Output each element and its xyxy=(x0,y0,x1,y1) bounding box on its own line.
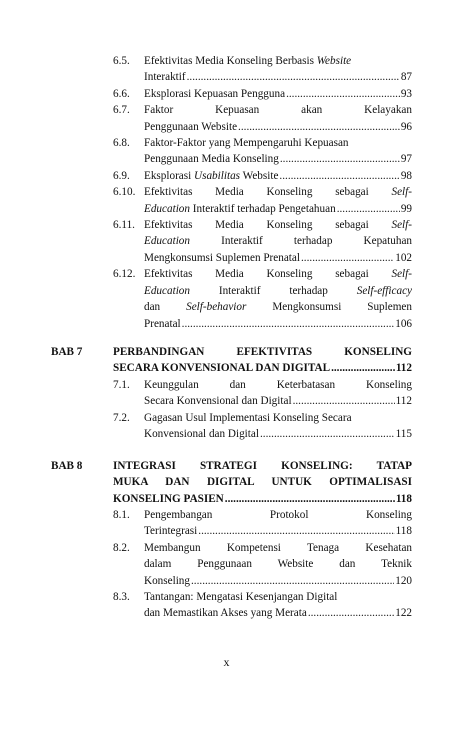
page-ref: 99 xyxy=(400,202,412,215)
page-ref: 115 xyxy=(395,428,412,441)
toc-entry-6-8: 6.8. Faktor-Faktor yang Mempengaruhi Kepuasan Penggunaan Media Konseling ..... 97 xyxy=(113,135,412,168)
toc-entry-6-10: 6.10. Efektivitas Media Konseling sebagai Self- Education Interaktif terhadap Pengetahuan ..... 99 xyxy=(113,184,412,217)
toc-entry-8-3: 8.3. Tantangan: Mengatasi Kesenjangan Digital dan Memastikan Akses yang Merata ..... 122 xyxy=(113,589,412,622)
page-ref: 122 xyxy=(395,607,412,620)
toc-chapter-8-list xyxy=(113,507,412,622)
toc-chapter-8 xyxy=(51,458,412,507)
toc-entry-8-2: 8.2. Membangun Kompetensi Tenaga Kesehatan dalam Penggunaan Website dan Teknik Konseling ..... 120 xyxy=(113,540,412,589)
toc-entry-6-9: 6.9. Eksplorasi Usabilitas Website ..... 98 xyxy=(113,168,412,184)
page-ref: 96 xyxy=(400,120,412,133)
toc-chapter-7 xyxy=(51,344,412,377)
toc-entry-6-12: 6.12. Efektivitas Media Konseling sebagai Self- Education Interaktif terhadap Self-efficacy dan Self-behavior Mengkonsumsi Suplemen Prenatal ..... 106 xyxy=(113,266,412,332)
chapter-label: BAB 8 xyxy=(51,460,83,472)
page-ref: 93 xyxy=(400,87,412,100)
toc-entry-6-5: 6.5. Efektivitas Media Konseling Berbasis Website Interaktif ..... 87 xyxy=(113,53,412,86)
toc-entry-8-1: 8.1. Pengembangan Protokol Konseling Terintegrasi ..... 118 xyxy=(113,507,412,540)
page-ref: 87 xyxy=(400,71,412,84)
toc-chapter-7-list xyxy=(113,377,412,443)
page-ref: 102 xyxy=(395,251,412,264)
toc-entry-7-2: 7.2. Gagasan Usul Implementasi Konseling Secara Konvensional dan Digital ..... 115 xyxy=(113,410,412,443)
page-ref: 106 xyxy=(395,317,412,330)
page-ref: 112 xyxy=(395,395,412,408)
toc-entry-6-7: 6.7. Faktor Kepuasan akan Kelayakan Penggunaan Website ..... 96 xyxy=(113,102,412,135)
toc-entry-6-6: 6.6. Eksplorasi Kepuasan Pengguna ..... 93 xyxy=(113,86,412,102)
page-ref: 112 xyxy=(395,362,412,375)
toc-entry-6-11: 6.11. Efektivitas Media Konseling sebagai Self- Education Interaktif terhadap Kepatuhan Mengkonsumsi Suplemen Prenatal ..... 102 xyxy=(113,217,412,266)
page-number: x xyxy=(223,655,230,669)
page-ref: 98 xyxy=(400,169,412,182)
chapter-title: PERBANDINGAN EFEKTIVITAS KONSELING SECARA KONVENSIONAL DAN DIGITAL ..... 112 xyxy=(113,344,412,377)
chapter-label: BAB 7 xyxy=(51,346,83,358)
page-ref: 120 xyxy=(395,574,412,587)
page-ref: 97 xyxy=(400,153,412,166)
page-ref: 118 xyxy=(395,492,412,505)
toc-entry-7-1: 7.1. Keunggulan dan Keterbatasan Konseling Secara Konvensional dan Digital ..... 112 xyxy=(113,377,412,410)
chapter-title: INTEGRASI STRATEGI KONSELING: TATAP MUKA DAN DIGITAL UNTUK OPTIMALISASI KONSELING PASIEN ..... 118 xyxy=(113,458,412,507)
page-ref: 118 xyxy=(395,525,412,538)
toc-section-6-list xyxy=(113,53,412,332)
